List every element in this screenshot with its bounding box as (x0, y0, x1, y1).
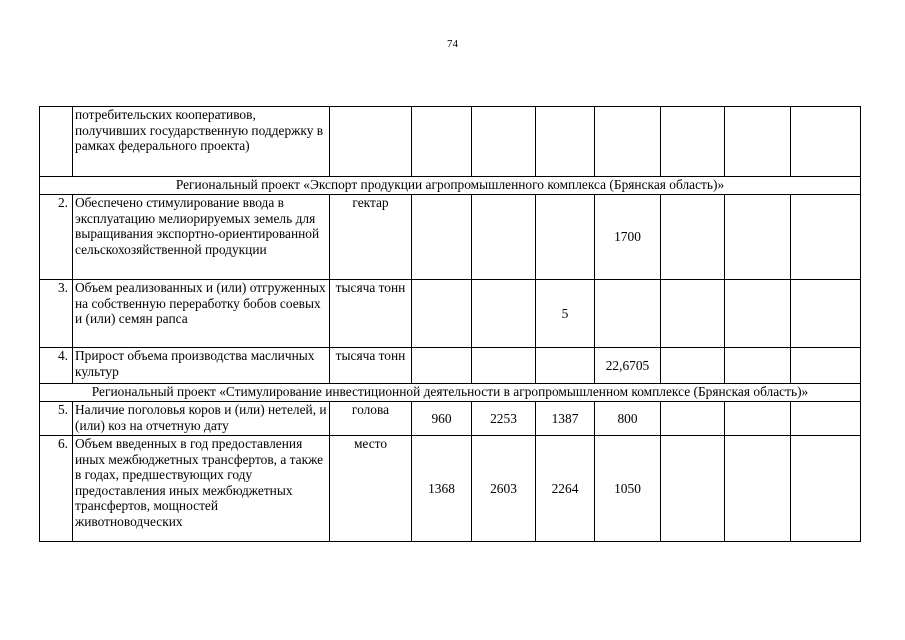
unit-cell: тысяча тонн (330, 280, 412, 348)
value-cell (412, 348, 472, 384)
value-cell (536, 195, 595, 280)
value-cell: 5 (536, 280, 595, 348)
value-cell (791, 280, 861, 348)
row-number (40, 107, 73, 177)
indicator-name: потребительских кооперативов, получивших государственную поддержку в рамках федерального проекта) (73, 107, 330, 177)
value-cell (791, 107, 861, 177)
value-cell (725, 280, 791, 348)
value-cell (661, 402, 725, 436)
unit-cell: голова (330, 402, 412, 436)
value-cell (661, 107, 725, 177)
value-cell (791, 436, 861, 542)
value-cell (595, 107, 661, 177)
value-cell (725, 107, 791, 177)
value-cell (472, 280, 536, 348)
value-cell (595, 280, 661, 348)
table-row (40, 402, 861, 436)
value-cell (472, 348, 536, 384)
value-cell: 2603 (472, 436, 536, 542)
value-cell: 1700 (595, 195, 661, 280)
row-number: 3. (40, 280, 73, 348)
value-cell (661, 436, 725, 542)
value-cell (472, 107, 536, 177)
unit-cell: тысяча тонн (330, 348, 412, 384)
value-cell (412, 107, 472, 177)
value-cell (791, 195, 861, 280)
table-row (40, 436, 861, 542)
value-cell: 1387 (536, 402, 595, 436)
section-title: Региональный проект «Стимулирование инвестиционной деятельности в агропромышленном комплексе (Брянская область)» (40, 384, 861, 402)
indicator-name: Прирост объема производства масличных культур (73, 348, 330, 384)
value-cell (725, 402, 791, 436)
table-row (40, 280, 861, 348)
value-cell (661, 348, 725, 384)
unit-cell: место (330, 436, 412, 542)
value-cell (472, 195, 536, 280)
section-header-row (40, 384, 861, 402)
row-number: 6. (40, 436, 73, 542)
section-title: Региональный проект «Экспорт продукции агропромышленного комплекса (Брянская область)» (40, 177, 861, 195)
page-number: 74 (447, 38, 458, 50)
table-row (40, 107, 861, 177)
section-header-row (40, 177, 861, 195)
value-cell (412, 280, 472, 348)
row-number: 4. (40, 348, 73, 384)
value-cell (725, 348, 791, 384)
indicator-name: Наличие поголовья коров и (или) нетелей, и (или) коз на отчетную дату (73, 402, 330, 436)
indicators-table (39, 106, 861, 542)
row-number: 2. (40, 195, 73, 280)
value-cell (791, 402, 861, 436)
unit-cell (330, 107, 412, 177)
row-number: 5. (40, 402, 73, 436)
table-row (40, 348, 861, 384)
value-cell (725, 436, 791, 542)
value-cell: 1050 (595, 436, 661, 542)
value-cell (661, 280, 725, 348)
table-row (40, 195, 861, 280)
indicator-name: Объем реализованных и (или) отгруженных на собственную переработку бобов соевых и (или) семян рапса (73, 280, 330, 348)
value-cell: 2253 (472, 402, 536, 436)
unit-cell: гектар (330, 195, 412, 280)
value-cell (725, 195, 791, 280)
value-cell (791, 348, 861, 384)
indicator-name: Объем введенных в год предоставления иных межбюджетных трансфертов, а также в годах, предшествующих году предоставления иных межбюджетных трансфертов, мощностей животноводческих (73, 436, 330, 542)
value-cell (661, 195, 725, 280)
value-cell: 960 (412, 402, 472, 436)
indicator-name: Обеспечено стимулирование ввода в эксплуатацию мелиорируемых земель для выращивания экспортно-ориентированной сельскохозяйственной продукции (73, 195, 330, 280)
value-cell: 1368 (412, 436, 472, 542)
value-cell (536, 107, 595, 177)
value-cell (536, 348, 595, 384)
value-cell (412, 195, 472, 280)
value-cell: 2264 (536, 436, 595, 542)
value-cell: 22,6705 (595, 348, 661, 384)
value-cell: 800 (595, 402, 661, 436)
